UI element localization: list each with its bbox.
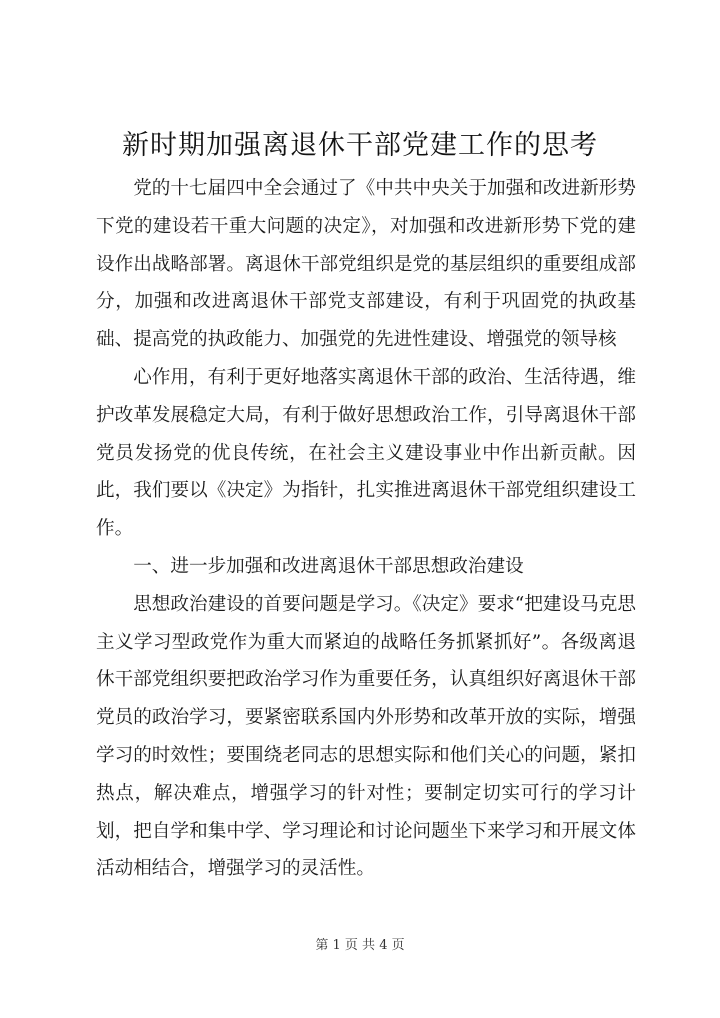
paragraph-intro: 党的十七届四中全会通过了《中共中央关于加强和改进新形势下党的建设若干重大问题的决定》，对加强和改进新形势下党的建设作出战略部署。离退休干部党组织是党的基层组织的重要组成部分，加强和改进离退休干部党支部建设，有利于巩固党的执政基础、提高党的执政能力、加强党的先进性建设、增强党的领导核 bbox=[96, 178, 636, 351]
section-heading: 一、进一步加强和改进离退休干部思想政治建设 bbox=[133, 555, 524, 577]
document-body bbox=[96, 170, 636, 888]
paragraph-study: 思想政治建设的首要问题是学习。《决定》要求“把建设马克思主义学习型政党作为重大而紧迫的战略任务抓紧抓好”。各级离退休干部党组织要把政治学习作为重要任务，认真组织好离退休干部党员的政治学习，要紧密联系国内外形势和改革开放的实际，增强学习的时效性；要围绕老同志的思想实际和他们关心的问题，紧扣热点，解决难点，增强学习的针对性；要制定切实可行的学习计划，把自学和集中学、学习理论和讨论问题坐下来学习和开展文体活动相结合，增强学习的灵活性。 bbox=[96, 593, 636, 880]
document-title: 新时期加强离退休干部党建工作的思考 bbox=[122, 130, 598, 161]
paragraph-continuation: 心作用，有利于更好地落实离退休干部的政治、生活待遇，维护改革发展稳定大局，有利于做好思想政治工作，引导离退休干部党员发扬党的优良传统，在社会主义建设事业中作出新贡献。因此，我们要以《决定》为指针，扎实推进离退休干部党组织建设工作。 bbox=[96, 366, 636, 540]
page-footer: 第 1 页 共 4 页 bbox=[315, 938, 405, 953]
